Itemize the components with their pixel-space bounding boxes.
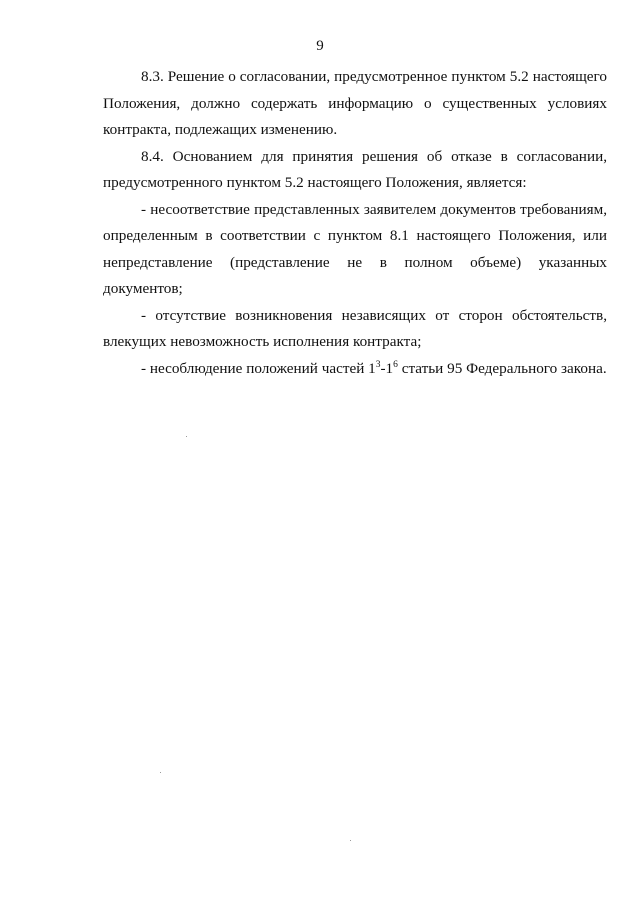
clause-8-4: 8.4. Основанием для принятия решения об отказе в согласовании, предусмотренного пунктом 5.2 настоящего Положения, является: — [103, 147, 607, 191]
scan-speck — [350, 840, 351, 841]
scan-speck — [160, 772, 161, 773]
bullet-noncompliance-prefix: - несоблюдение положений частей 1 — [141, 359, 376, 377]
bullet-noncompliance-suffix: статьи 95 Федерального закона. — [397, 359, 607, 377]
page-number: 9 — [316, 38, 324, 54]
document-body — [103, 64, 607, 382]
scan-speck — [186, 436, 187, 437]
bullet-noncompliance-middle: -1 — [380, 359, 394, 377]
superscript-3: 3 — [375, 359, 381, 370]
bullet-no-circumstances: - отсутствие возникновения независящих от сторон обстоятельств, влекущих невозможность исполнения контракта; — [103, 306, 607, 350]
bullet-nonconformity: - несоответствие представленных заявителем документов требованиям, определенным в соответствии с пунктом 8.1 настоящего Положения, или непредставление (представление не в полном объеме) указанных документов; — [103, 200, 607, 297]
superscript-6: 6 — [393, 359, 398, 370]
bullet-noncompliance — [103, 356, 607, 383]
clause-8-3: 8.3. Решение о согласовании, предусмотренное пунктом 5.2 настоящего Положения, должно содержать информацию о существенных условиях контракта, подлежащих изменению. — [103, 68, 607, 138]
